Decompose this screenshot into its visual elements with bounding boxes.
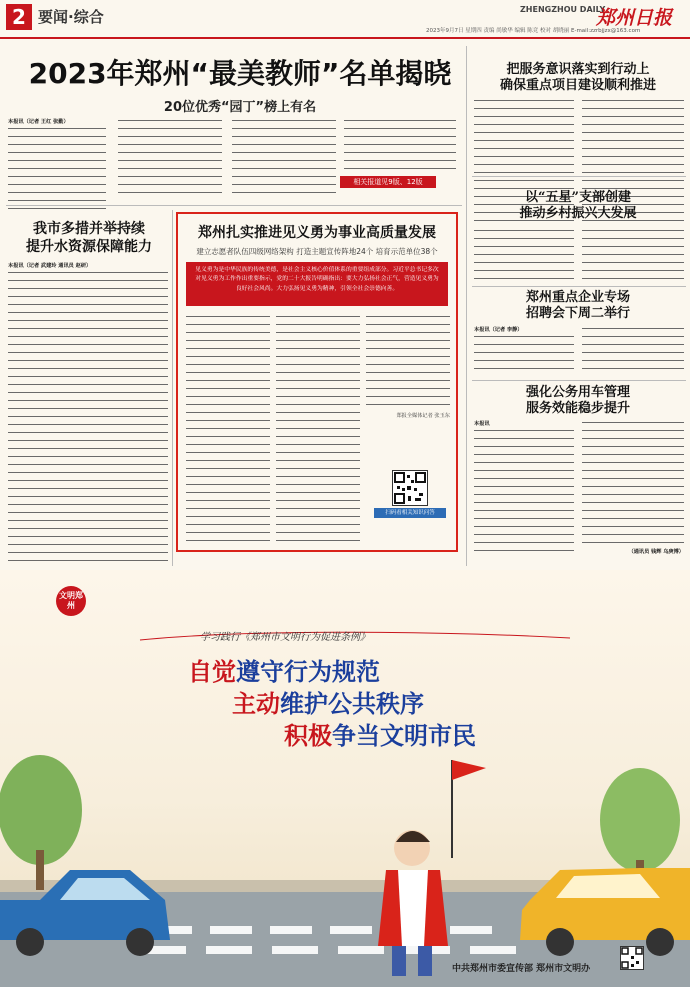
right-story-3-body-col-1 — [474, 326, 574, 376]
page-number: 2 — [6, 4, 32, 30]
right-story-2-title: 以“五星”支部创建 推动乡村振兴大发展 — [519, 190, 637, 221]
lead-body-col-1 — [8, 118, 106, 210]
slogan-line-3: 积极争当文明市民 — [284, 721, 476, 750]
divider — [6, 205, 462, 206]
center-byline: 郑报全媒体记者 张玉东 — [396, 413, 450, 419]
qr-code-pattern — [393, 471, 427, 505]
banner-qr-pattern — [621, 947, 643, 969]
left-story-title: 我市多措并举持续 提升水资源保障能力 — [26, 221, 152, 255]
center-body-col-2 — [276, 314, 360, 546]
banner-qr-code[interactable] — [620, 946, 644, 970]
divider — [472, 380, 686, 381]
left-story-byline: 本报讯（记者 武建玲 通讯员 赵研） — [8, 263, 92, 269]
right-story-3-title: 郑州重点企业专场 招聘会下周二举行 — [525, 290, 630, 321]
qr-caption: 扫码看相关知识问答 — [374, 508, 446, 518]
banner-kicker: 学习践行《郑州市文明行为促进条例》 — [200, 632, 370, 643]
slogan-line-1: 自觉遵守行为规范 — [188, 657, 380, 686]
street-scene-illustration — [0, 750, 690, 987]
center-story-box — [176, 212, 458, 552]
column-divider — [466, 46, 467, 566]
right-story-2-body-col-1 — [474, 228, 574, 284]
lead-body-col-2 — [118, 118, 222, 198]
right-story-4-byline: 本报讯 — [474, 421, 490, 427]
lead-byline: 本报讯（记者 王红 张勤） — [8, 119, 69, 125]
left-story-body — [8, 262, 168, 562]
center-story-title: 郑州扎实推进见义勇为事业高质量发展 — [198, 225, 436, 241]
masthead-rule — [0, 37, 690, 39]
banner-credit: 中共郑州市委宣传部 郑州市文明办 — [452, 964, 591, 974]
banner-logo: 文明郑州 — [56, 586, 86, 616]
lead-body-col-4 — [344, 118, 456, 174]
right-story-4-body-col-1 — [474, 420, 574, 558]
right-story-1-title: 把服务意识落实到行动上 确保重点项目建设顺利推进 — [499, 62, 656, 93]
right-story-4-body-col-2 — [582, 420, 684, 546]
related-link[interactable]: 相关报道见9版、12版 — [340, 176, 436, 188]
lead-headline: 2023年郑州“最美教师”名单揭晓 — [28, 57, 452, 90]
right-story-4-credit: （通讯员 钱辉 乌庚博） — [628, 549, 684, 555]
slogan-line-2: 主动维护公共秩序 — [232, 689, 424, 718]
civility-banner — [0, 570, 690, 987]
center-story-quote: 见义勇为是中华民族的传统美德，是社会主义核心价值体系的重要组成部分。习近平总书记多次对见义勇为工作作出重要指示，党的二十大报告明确指出：要大力弘扬社会正气，营造见义勇为良好社会风尚。大力弘扬见义勇为精神，引领全社会崇德向善。 — [186, 262, 448, 306]
center-body-col-3 — [366, 314, 450, 410]
divider — [472, 286, 686, 287]
paper-logo: 郑州日报 — [596, 7, 673, 29]
issue-info: 2023年9月7日 星期四 责编 尚敏华 编辑 陈竞 校对 胡晓丽 E-mail:zzrbjjzx@163.com — [426, 28, 641, 34]
paper-name-en: ZHENGZHOU DAILY — [520, 5, 606, 14]
right-story-3-byline: 本报讯（记者 李静） — [474, 327, 523, 333]
divider — [472, 176, 686, 177]
section-name: 要闻·综合 — [38, 8, 104, 26]
right-story-2-body-col-2 — [582, 228, 684, 284]
lead-body-col-3 — [232, 118, 336, 198]
right-story-3-body-col-2 — [582, 326, 684, 376]
center-story-subtitle: 建立志愿者队伍四级网络架构 打造主题宣传阵地24个 培育示范单位38个 — [196, 247, 438, 256]
column-divider — [172, 210, 173, 566]
qr-code[interactable] — [392, 470, 428, 506]
center-body-col-1 — [186, 314, 270, 546]
right-story-4-title: 强化公务用车管理 服务效能稳步提升 — [525, 385, 630, 416]
lead-subheadline: 20位优秀“园丁”榜上有名 — [163, 100, 317, 115]
masthead — [0, 0, 690, 40]
